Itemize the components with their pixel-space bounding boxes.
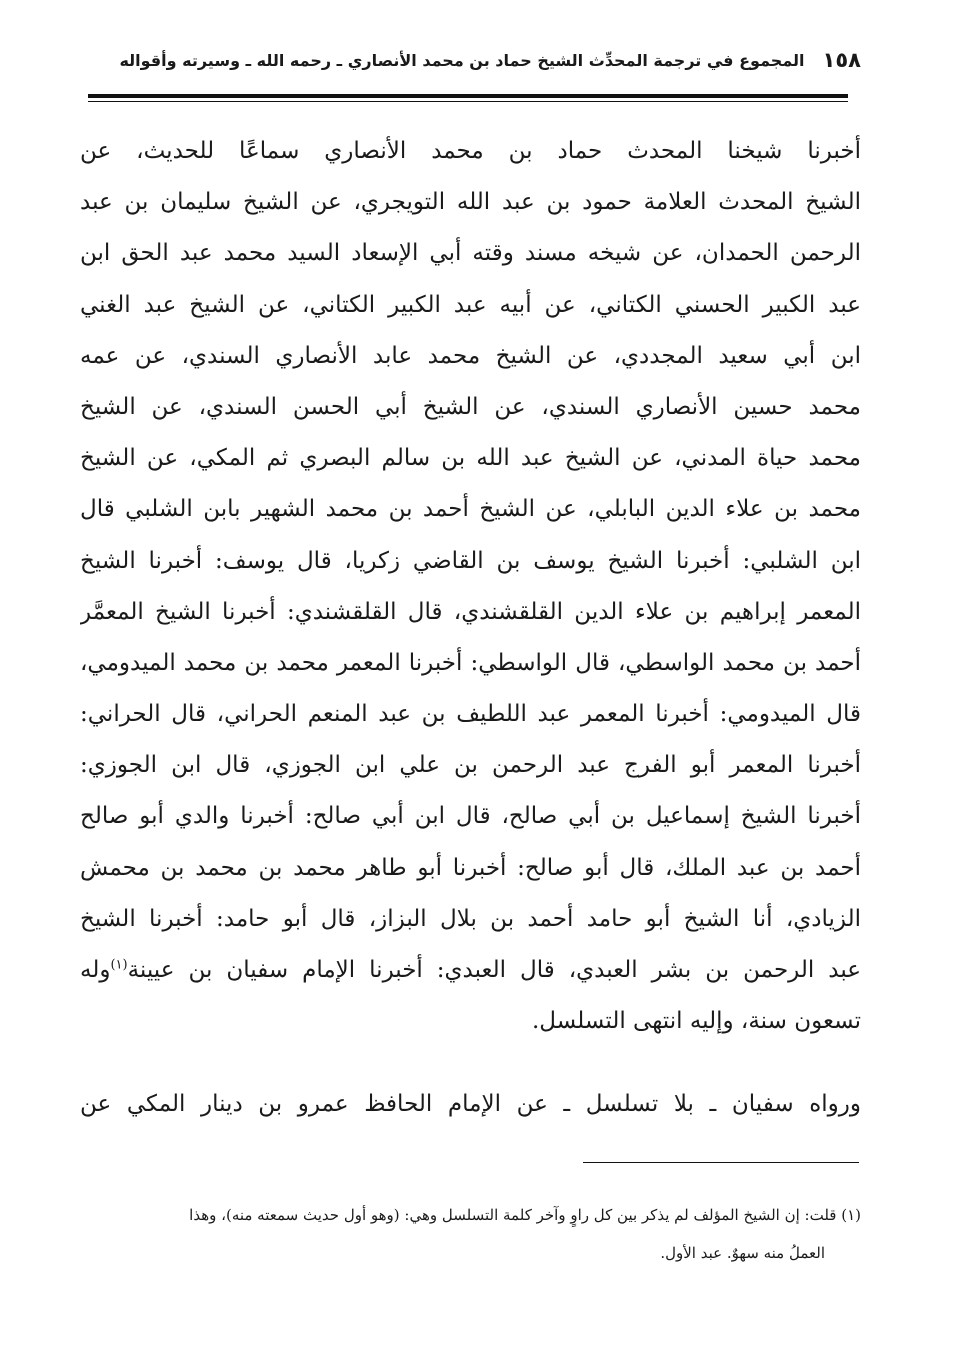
text-line: الرحمن الحمدان، عن شيخه مسند وقته أبي الإسعاد السيد محمد عبد الحق ابن bbox=[80, 240, 861, 267]
running-title: المجموع في ترجمة المحدِّث الشيخ حماد بن محمد الأنصاري ـ رحمه الله ـ وسيرته وأقواله bbox=[119, 50, 805, 70]
page-header bbox=[80, 38, 861, 82]
text-line: محمد حسين الأنصاري السندي، عن الشيخ أبي الحسن السندي، عن الشيخ bbox=[80, 393, 861, 420]
text-line: أحمد بن محمد الواسطي، قال الواسطي: أخبرنا المعمر محمد بن محمد الميدومي، bbox=[80, 649, 861, 676]
text-segment: وله bbox=[80, 957, 111, 983]
text-line: ورواه سفيان ـ بلا تسلسل ـ عن الإمام الحافظ عمرو بن دينار المكي عن bbox=[80, 1091, 861, 1118]
paragraph-gap bbox=[80, 1047, 861, 1079]
footnote-line: (١) قلت: إن الشيخ المؤلف لم يذكر بين كل راوٍ وآخر كلمة التسلسل وهي: (وهو أول حديث سمعته منه)، وهذا bbox=[189, 1206, 861, 1224]
footnote-line: العملُ منه سهوٌ. عبد الأول. bbox=[660, 1244, 825, 1262]
text-line: عبد الكبير الحسني الكتاني، عن أبيه عبد الكبير الكتاني، عن الشيخ عبد الغني bbox=[80, 291, 861, 318]
header-rule bbox=[88, 94, 848, 102]
text-line: الزيادي، أنا الشيخ أبو حامد أحمد بن بلال البزاز، قال أبو حامد: أخبرنا الشيخ bbox=[80, 905, 861, 932]
text-line: أخبرنا شيخنا المحدث حماد بن محمد الأنصاري سماعًا للحديث، عن bbox=[80, 138, 861, 164]
footnote-reference[interactable]: (١) bbox=[110, 957, 128, 973]
text-line: قال الميدومي: أخبرنا المعمر عبد اللطيف بن عبد المنعم الحراني، قال الحراني: bbox=[80, 701, 861, 728]
text-line-with-footnote bbox=[80, 945, 861, 996]
text-line: الشيخ المحدث العلامة حمود بن عبد الله التويجري، عن الشيخ سليمان بن عبد bbox=[80, 189, 861, 216]
text-line: ابن أبي سعيد المجددي، عن الشيخ محمد عابد الأنصاري السندي، عن عمه bbox=[80, 342, 861, 369]
text-line: تسعون سنة، وإليه انتهى التسلسل. bbox=[532, 1008, 861, 1035]
body-text bbox=[80, 126, 861, 1131]
text-line: محمد حياة المدني، عن الشيخ عبد الله بن سالم البصري ثم المكي، عن الشيخ bbox=[80, 445, 861, 472]
text-line: أخبرنا الشيخ إسماعيل بن أبي صالح، قال ابن أبي صالح: أخبرنا والدي أبو صالح bbox=[80, 803, 861, 830]
text-segment: عبد الرحمن بن بشر العبدي، قال العبدي: أخبرنا الإمام سفيان بن عيينة bbox=[127, 957, 861, 983]
text-line: أحمد بن عبد الملك، قال أبو صالح: أخبرنا أبو طاهر محمد بن محمد بن محمش bbox=[80, 854, 861, 881]
text-line: محمد بن علاء الدين البابلي، عن الشيخ أحمد بن محمد الشهير بابن الشلبي قال bbox=[80, 496, 861, 523]
text-line: المعمر إبراهيم بن علاء الدين القلقشندي، قال القلقشندي: أخبرنا الشيخ المعمَّر bbox=[80, 598, 861, 625]
text-line: أخبرنا المعمر أبو الفرج عبد الرحمن بن علي ابن الجوزي، قال ابن الجوزي: bbox=[80, 752, 861, 779]
page-number: ١٥٨ bbox=[822, 48, 861, 72]
footnotes bbox=[80, 1196, 861, 1272]
footnote-separator bbox=[583, 1162, 859, 1163]
text-line: ابن الشلبي: أخبرنا الشيخ يوسف بن القاضي زكريا، قال يوسف: أخبرنا الشيخ bbox=[80, 547, 861, 574]
